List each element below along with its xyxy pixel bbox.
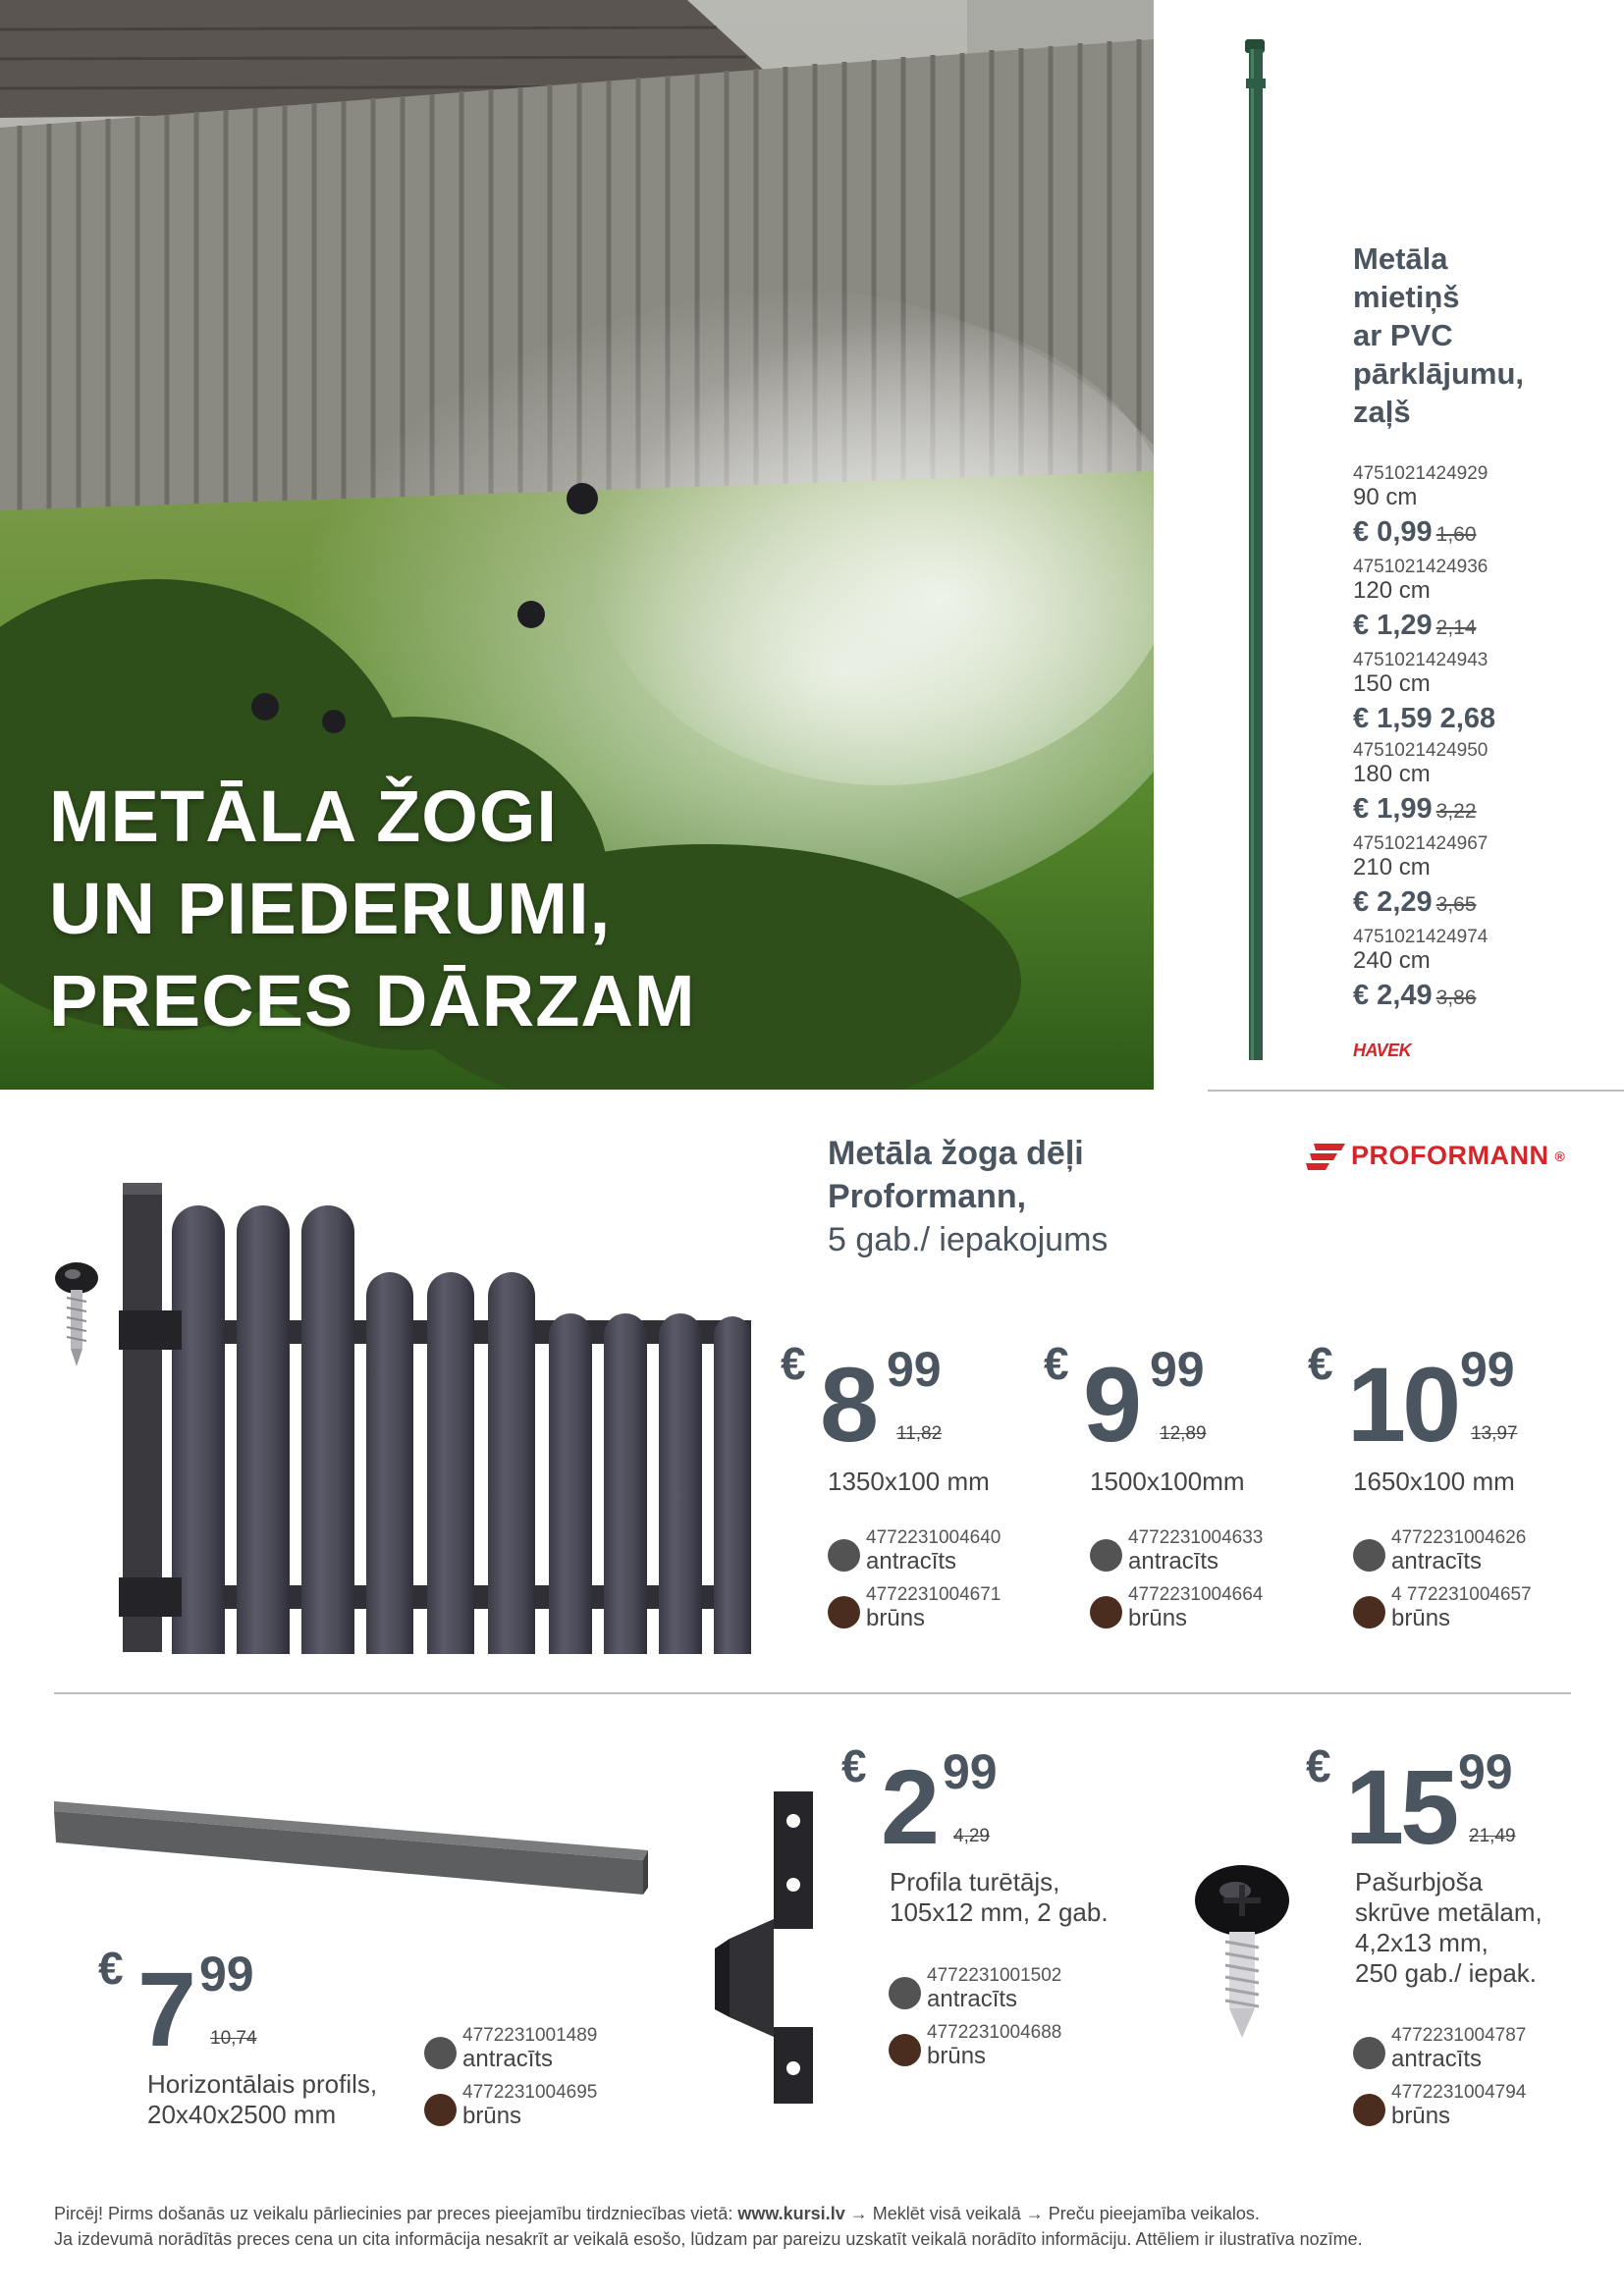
price-tag bbox=[1044, 1337, 1240, 1465]
variant-size: 240 cm bbox=[1353, 947, 1431, 974]
ean-code: 4772231004794 bbox=[1391, 2082, 1527, 2103]
price-old: 21,49 bbox=[1469, 1826, 1516, 1846]
price-old: 3,65 bbox=[1435, 893, 1477, 916]
price-old: 11,82 bbox=[896, 1423, 943, 1444]
price-decimal: 99 bbox=[943, 1744, 998, 1799]
anthracite-swatch bbox=[828, 1539, 860, 1572]
color-name: antracīts bbox=[1391, 1548, 1483, 1575]
description-line: Pašurbjoša bbox=[1355, 1867, 1484, 1896]
metal-post-image bbox=[1168, 39, 1345, 1065]
post-title-line: ar PVC bbox=[1353, 318, 1453, 352]
color-option-anthracite bbox=[1353, 2025, 1526, 2072]
anthracite-swatch bbox=[424, 2037, 457, 2069]
footer-disclaimer bbox=[54, 2201, 1363, 2252]
boards-title-line: 5 gab./ iepakojums bbox=[828, 1221, 1109, 1258]
color-option-brown bbox=[1090, 1584, 1263, 1631]
variant-size: 90 cm bbox=[1353, 484, 1418, 510]
variant-size: 120 cm bbox=[1353, 577, 1431, 604]
footer-line-1 bbox=[54, 2201, 1363, 2226]
currency-symbol: € bbox=[1306, 1740, 1331, 1791]
post-variant bbox=[1353, 927, 1618, 1020]
price-old: 3,86 bbox=[1435, 987, 1477, 1009]
price-current: € 0,99 bbox=[1353, 516, 1433, 548]
kursi-link[interactable]: www.kursi.lv bbox=[737, 2204, 845, 2223]
description-line: 4,2x13 mm, bbox=[1355, 1928, 1489, 1957]
color-name: antracīts bbox=[866, 1548, 957, 1575]
variant-size: 150 cm bbox=[1353, 670, 1431, 697]
post-product-info bbox=[1353, 240, 1618, 1020]
price-old: 12,89 bbox=[1160, 1423, 1207, 1444]
ean-code: 4751021424943 bbox=[1353, 650, 1489, 670]
price-decimal: 99 bbox=[199, 1947, 254, 2002]
price-old: 3,22 bbox=[1435, 800, 1477, 823]
ean-code: 4772231004640 bbox=[866, 1527, 1001, 1548]
price-old: 10,74 bbox=[210, 2028, 257, 2049]
color-option-anthracite bbox=[424, 2025, 597, 2072]
anthracite-swatch bbox=[1090, 1539, 1122, 1572]
hero-image bbox=[0, 0, 1154, 1090]
color-name: brūns bbox=[462, 2103, 522, 2129]
price-old: ,68 bbox=[1455, 703, 1496, 734]
variant-price bbox=[1353, 881, 1618, 927]
hero-title-line: PRECES DĀRZAM bbox=[49, 960, 696, 1041]
currency-symbol: € bbox=[781, 1338, 806, 1389]
color-name: antracīts bbox=[462, 2046, 554, 2072]
variant-price bbox=[1353, 787, 1618, 833]
price-integer: 10 bbox=[1347, 1345, 1458, 1464]
post-variant bbox=[1353, 740, 1618, 833]
ean-code: 4751021424936 bbox=[1353, 557, 1489, 577]
price-old: 1,60 bbox=[1435, 523, 1477, 546]
self-drilling-screw-image bbox=[1188, 1863, 1296, 2045]
variant-price bbox=[1353, 697, 1618, 740]
ean-code: 4772231004695 bbox=[462, 2082, 598, 2103]
color-name: antracīts bbox=[1128, 1548, 1219, 1575]
price-current: € 1,59 2 bbox=[1353, 703, 1456, 734]
post-variant bbox=[1353, 463, 1618, 557]
post-title-line: Metāla bbox=[1353, 241, 1448, 276]
ean-code: 4772231004633 bbox=[1128, 1527, 1264, 1548]
ean-code: 4772231004664 bbox=[1128, 1584, 1264, 1605]
proformann-wordmark: PROFORMANN bbox=[1351, 1141, 1549, 1170]
price-tag bbox=[1308, 1337, 1553, 1465]
price-current: € 2,49 bbox=[1353, 980, 1433, 1011]
price-decimal: 99 bbox=[1458, 1744, 1513, 1799]
currency-symbol: € bbox=[1044, 1338, 1069, 1389]
variant-size: 210 cm bbox=[1353, 854, 1431, 881]
divider bbox=[1208, 1090, 1624, 1092]
screw-description bbox=[1355, 1867, 1543, 1989]
board-dimension: 1500x100mm bbox=[1090, 1467, 1245, 1496]
anthracite-swatch bbox=[1353, 2037, 1385, 2069]
price-decimal: 99 bbox=[1460, 1342, 1515, 1397]
price-current: € 2,29 bbox=[1353, 886, 1433, 918]
boards-title-line: Metāla žoga dēļi bbox=[828, 1135, 1084, 1172]
hero-title-line: UN PIEDERUMI, bbox=[49, 868, 612, 949]
description-line: Horizontālais profils, bbox=[147, 2069, 378, 2099]
brown-swatch bbox=[1090, 1596, 1122, 1629]
description-line: 20x40x2500 mm bbox=[147, 2100, 337, 2129]
price-current: € 1,29 bbox=[1353, 610, 1433, 641]
ean-code: 4751021424974 bbox=[1353, 927, 1489, 947]
hero-title-line: METĀLA ŽOGI bbox=[49, 775, 558, 857]
post-title-line: mietiņš bbox=[1353, 280, 1460, 314]
description-line: Profila turētājs, bbox=[890, 1867, 1060, 1896]
boards-title bbox=[828, 1132, 1108, 1261]
variant-size: 180 cm bbox=[1353, 761, 1431, 787]
ean-code: 4772231001502 bbox=[927, 1965, 1062, 1986]
post-variant bbox=[1353, 650, 1618, 740]
color-option-anthracite bbox=[889, 1965, 1061, 2012]
profile-holder-image bbox=[715, 1791, 823, 2110]
variant-price bbox=[1353, 604, 1618, 650]
brown-swatch bbox=[1353, 1596, 1385, 1629]
price-integer: 8 bbox=[820, 1345, 876, 1464]
price-integer: 9 bbox=[1083, 1345, 1139, 1464]
color-option-brown bbox=[424, 2082, 597, 2129]
post-variant bbox=[1353, 557, 1618, 650]
proformann-logo bbox=[1306, 1141, 1565, 1171]
currency-symbol: € bbox=[1308, 1338, 1333, 1389]
ean-code: 4772231001489 bbox=[462, 2025, 598, 2046]
color-name: brūns bbox=[1391, 2103, 1451, 2129]
currency-symbol: € bbox=[98, 1943, 124, 1994]
ean-code: 4772231004626 bbox=[1391, 1527, 1527, 1548]
ean-code: 4772231004671 bbox=[866, 1584, 1001, 1605]
anthracite-swatch bbox=[889, 1977, 921, 2009]
havek-logo: HAVEK bbox=[1353, 1041, 1412, 1060]
color-name: brūns bbox=[927, 2043, 987, 2069]
board-dimension: 1350x100 mm bbox=[828, 1467, 990, 1496]
ean-code: 4751021424967 bbox=[1353, 833, 1489, 854]
price-integer: 2 bbox=[881, 1747, 937, 1866]
registered-mark: ® bbox=[1554, 1148, 1566, 1164]
post-title-line: pārklājumu, bbox=[1353, 356, 1524, 391]
color-name: brūns bbox=[1391, 1605, 1451, 1631]
color-option-anthracite bbox=[1090, 1527, 1263, 1575]
hero-title bbox=[49, 771, 695, 1047]
color-name: brūns bbox=[866, 1605, 926, 1631]
description-line: 250 gab./ iepak. bbox=[1355, 1958, 1538, 1988]
price-decimal: 99 bbox=[1150, 1342, 1205, 1397]
post-title bbox=[1353, 240, 1618, 431]
color-option-brown bbox=[1353, 2082, 1526, 2129]
ean-code: 4772231004688 bbox=[927, 2022, 1062, 2043]
holder-description bbox=[890, 1867, 1109, 1928]
brown-swatch bbox=[889, 2034, 921, 2066]
price-integer: 15 bbox=[1345, 1747, 1456, 1866]
description-line: 105x12 mm, 2 gab. bbox=[890, 1897, 1109, 1927]
color-option-anthracite bbox=[1353, 1527, 1526, 1575]
description-line: skrūve metālam, bbox=[1355, 1897, 1543, 1927]
price-tag bbox=[1306, 1739, 1551, 1867]
color-option-brown bbox=[828, 1584, 1001, 1631]
variant-price bbox=[1353, 974, 1618, 1020]
ean-code: 4772231004787 bbox=[1391, 2025, 1527, 2046]
variant-price bbox=[1353, 510, 1618, 557]
color-name: antracīts bbox=[1391, 2046, 1483, 2072]
boards-title-line: Proformann, bbox=[828, 1178, 1027, 1215]
price-tag bbox=[781, 1337, 977, 1465]
price-current: € 1,99 bbox=[1353, 793, 1433, 825]
ean-code: 4 772231004657 bbox=[1391, 1584, 1532, 1605]
post-title-line: zaļš bbox=[1353, 395, 1411, 429]
proformann-mark-icon bbox=[1306, 1142, 1345, 1171]
price-decimal: 99 bbox=[887, 1342, 942, 1397]
price-tag bbox=[841, 1739, 1038, 1867]
brown-swatch bbox=[424, 2094, 457, 2126]
brown-swatch bbox=[1353, 2094, 1385, 2126]
board-dimension: 1650x100 mm bbox=[1353, 1467, 1515, 1496]
divider bbox=[54, 1692, 1571, 1694]
color-name: antracīts bbox=[927, 1986, 1018, 2012]
ean-code: 4751021424950 bbox=[1353, 740, 1489, 761]
horizontal-profile-image bbox=[54, 1801, 653, 1934]
color-option-anthracite bbox=[828, 1527, 1001, 1575]
price-old: 4,29 bbox=[953, 1826, 990, 1846]
post-variants bbox=[1353, 463, 1618, 1020]
price-old: 13,97 bbox=[1471, 1423, 1518, 1444]
price-integer: 7 bbox=[137, 1949, 193, 2068]
currency-symbol: € bbox=[841, 1740, 867, 1791]
post-variant bbox=[1353, 833, 1618, 927]
color-name: brūns bbox=[1128, 1605, 1188, 1631]
profile-description bbox=[147, 2069, 377, 2130]
footer-text: Pircēj! Pirms došanās uz veikalu pārliecinies par preces pieejamību tirdzniecības vietā: bbox=[54, 2204, 738, 2223]
fence-boards-image bbox=[44, 1173, 751, 1654]
price-old: 2,14 bbox=[1435, 616, 1477, 639]
anthracite-swatch bbox=[1353, 1539, 1385, 1572]
brown-swatch bbox=[828, 1596, 860, 1629]
price-tag bbox=[98, 1942, 295, 2069]
footer-line-2: Ja izdevumā norādītās preces cena un cita informācija nesakrīt ar veikalā esošo, lūdzam par pareizu uzskatīt veikalā norādīto informāciju. Attēliem ir ilustratīva nozīme. bbox=[54, 2229, 1363, 2249]
ean-code: 4751021424929 bbox=[1353, 463, 1489, 484]
color-option-brown bbox=[889, 2022, 1061, 2069]
footer-text: → Meklēt visā veikalā → Preču pieejamība veikalos. bbox=[844, 2204, 1260, 2223]
color-option-brown bbox=[1353, 1584, 1532, 1631]
screw-small-image bbox=[49, 1256, 108, 1379]
